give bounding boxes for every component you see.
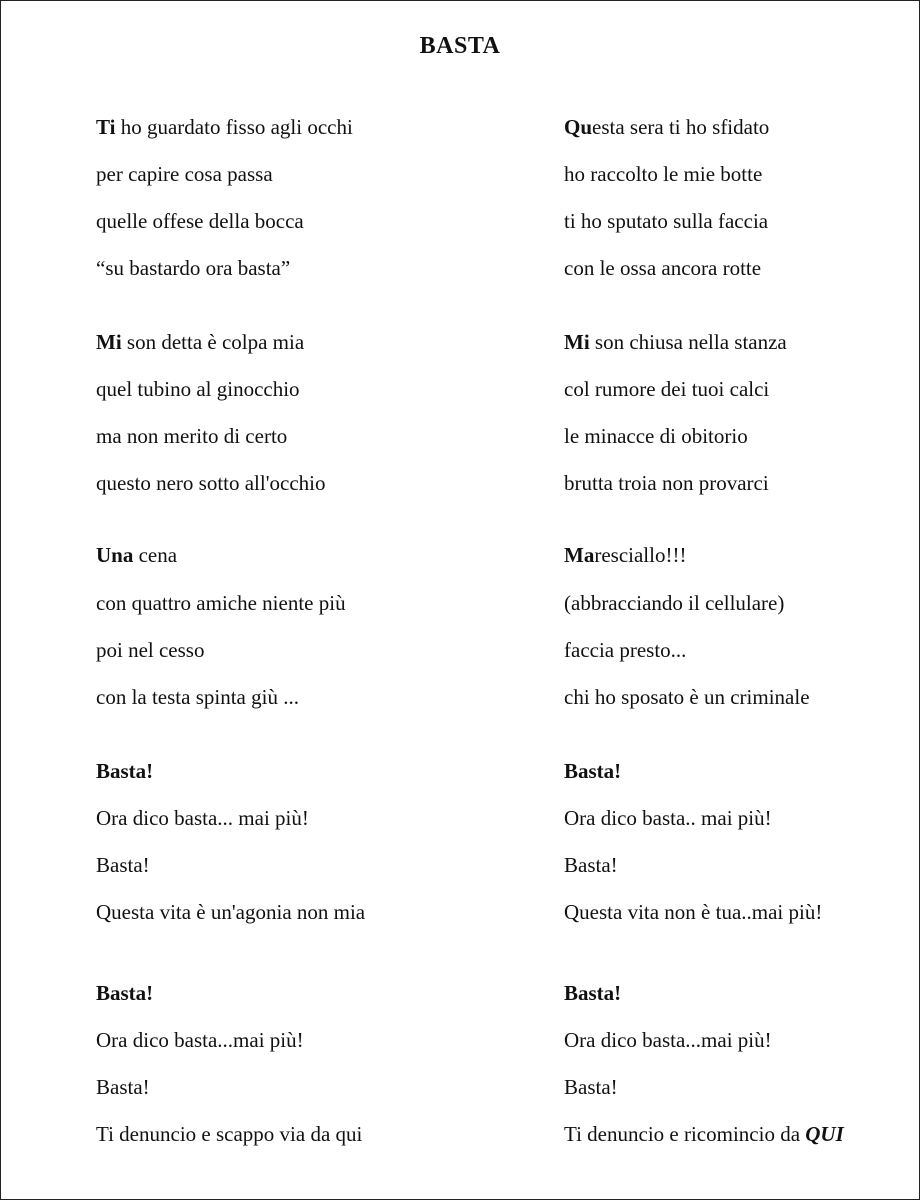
chorus-heading: Basta! (564, 981, 622, 1005)
verse-line: Basta! (96, 1075, 150, 1099)
verse-line: Basta! (96, 853, 150, 877)
verse-line (564, 542, 686, 568)
verse-line: brutta troia non provarci (564, 471, 769, 495)
stanza-initial: Qu (564, 115, 593, 139)
verse-line: Ora dico basta...mai più! (564, 1028, 772, 1052)
verse-line: Questa vita non è tua..mai più! (564, 900, 823, 924)
verse-line: Ora dico basta... mai più! (96, 806, 309, 830)
chorus-heading: Basta! (564, 759, 622, 783)
verse-line: ti ho sputato sulla faccia (564, 209, 769, 233)
stanza-initial: Mi (96, 330, 122, 354)
verse-line: Basta! (564, 853, 618, 877)
verse-line (96, 329, 304, 355)
stanza-initial: Una (96, 543, 134, 567)
verse-text: ho guardato fisso agli occhi (115, 115, 353, 139)
verse-line: Ora dico basta...mai più! (96, 1028, 304, 1052)
verse-line: ma non merito di certo (96, 424, 288, 448)
verse-line: “su bastardo ora basta” (96, 256, 291, 280)
verse-line: Ora dico basta.. mai più! (564, 806, 772, 830)
verse-line: quelle offese della bocca (96, 209, 304, 233)
emphasized-word: QUI (805, 1122, 844, 1146)
verse-line: col rumore dei tuoi calci (564, 377, 770, 401)
verse-line: con la testa spinta giù ... (96, 685, 299, 709)
chorus-heading: Basta! (96, 759, 154, 783)
verse-line (564, 329, 787, 355)
verse-line: Basta! (564, 1075, 618, 1099)
verse-line: questo nero sotto all'occhio (96, 471, 326, 495)
chorus-heading: Basta! (96, 981, 154, 1005)
verse-line: faccia presto... (564, 638, 687, 662)
stanza-initial: Ti (96, 115, 116, 139)
verse-text: Ti denuncio e ricomincio da (564, 1122, 806, 1146)
verse-text: esta sera ti ho sfidato (592, 115, 770, 139)
verse-line (564, 1121, 844, 1147)
verse-line: chi ho sposato è un criminale (564, 685, 810, 709)
verse-line: (abbracciando il cellulare) (564, 591, 785, 615)
verse-line: con quattro amiche niente più (96, 591, 346, 615)
verse-line: ho raccolto le mie botte (564, 162, 763, 186)
verse-line: per capire cosa passa (96, 162, 273, 186)
verse-line (96, 114, 353, 140)
stanza-initial: Mi (564, 330, 590, 354)
verse-line: le minacce di obitorio (564, 424, 748, 448)
verse-line: quel tubino al ginocchio (96, 377, 300, 401)
poem-title: BASTA (419, 33, 501, 59)
verse-line (564, 114, 769, 140)
verse-text: cena (133, 543, 178, 567)
verse-line: poi nel cesso (96, 638, 205, 662)
verse-text: son chiusa nella stanza (589, 330, 787, 354)
verse-line: Ti denuncio e scappo via da qui (96, 1122, 363, 1146)
stanza-initial: Ma (564, 543, 595, 567)
verse-line: con le ossa ancora rotte (564, 256, 762, 280)
verse-text: resciallo!!! (594, 543, 687, 567)
verse-line: Questa vita è un'agonia non mia (96, 900, 366, 924)
verse-line (96, 542, 177, 568)
verse-text: son detta è colpa mia (121, 330, 305, 354)
